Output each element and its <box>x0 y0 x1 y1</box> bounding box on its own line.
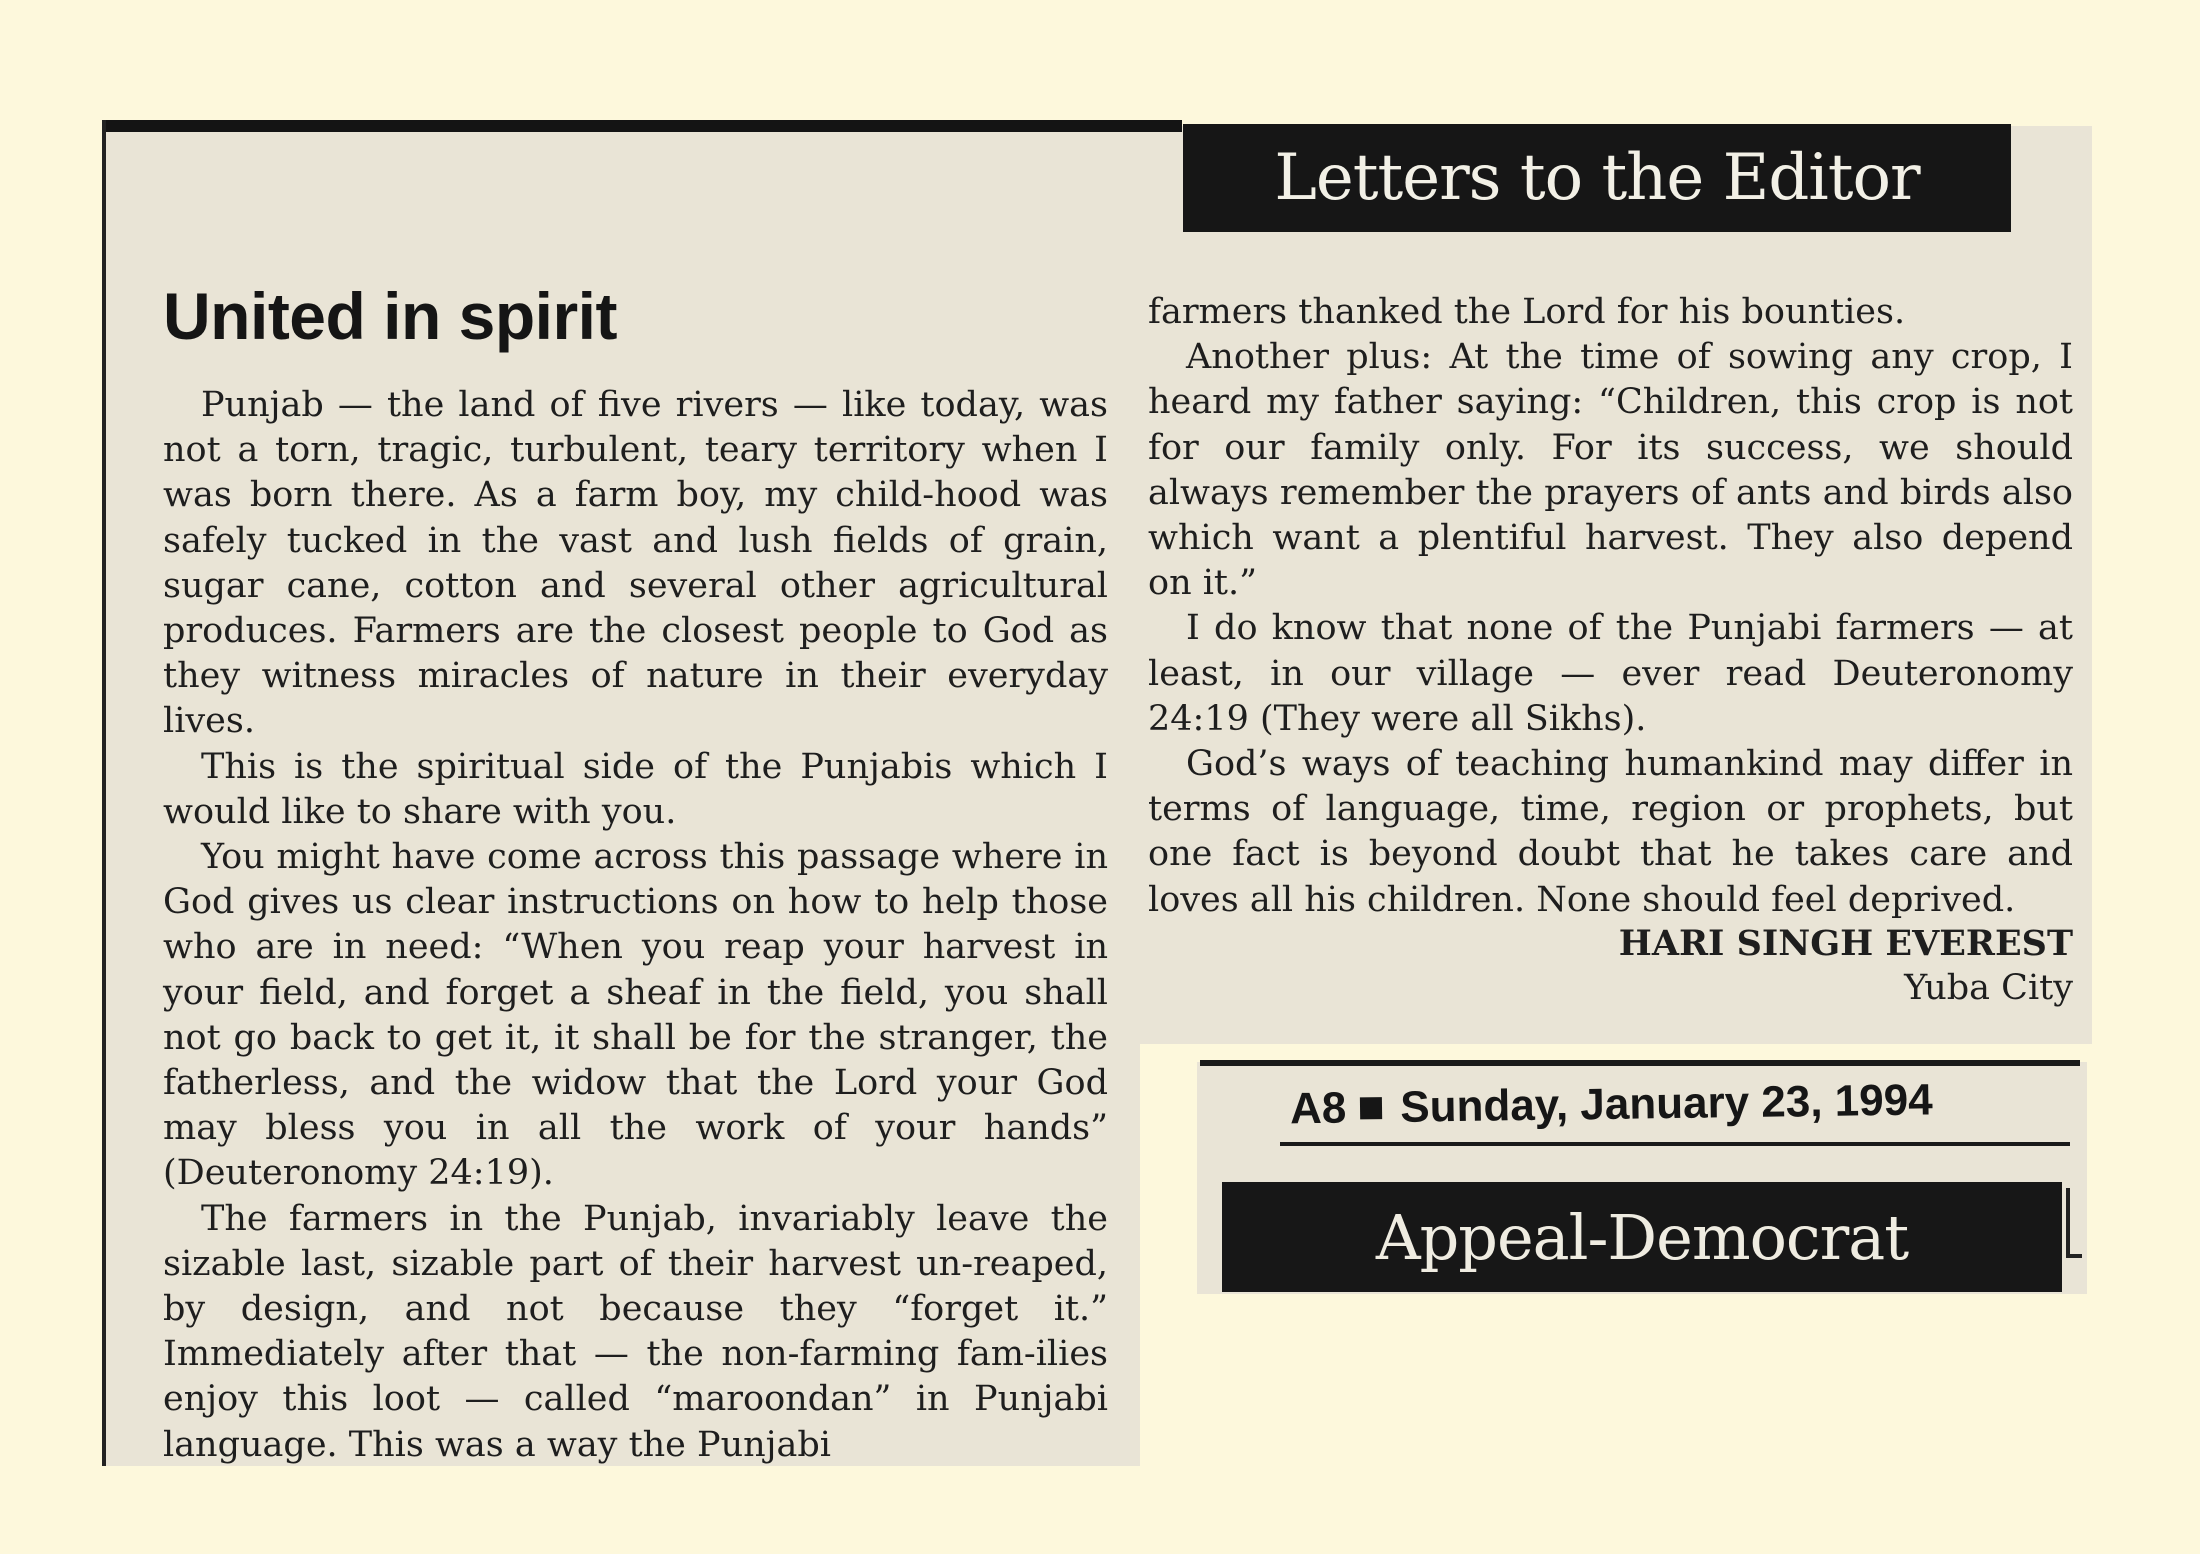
newspaper-name: Appeal-Democrat <box>1222 1182 2062 1292</box>
dateline <box>1290 1065 2061 1144</box>
headline: United in spirit <box>163 279 617 353</box>
signature <box>1148 922 2073 1010</box>
section-header: Letters to the Editor <box>1183 124 2011 232</box>
paragraph: The farmers in the Punjab, invariably leave the sizable last, sizable part of their harvest un-reaped, by design, and not because they “forget it.” Immediately after that — the non-farming fam-ilies enjoy this loot — called “maroondan” in Punjabi language. This was a way the Punjabi <box>163 1198 1108 1465</box>
paragraph: Another plus: At the time of sowing any crop, I heard my father saying: “Children, this crop is not for our family only. For its success, we should always remember the prayers of ants and birds also which want a plentiful harvest. They also depend on it.” <box>1148 337 2073 604</box>
paragraph: Punjab — the land of five rivers — like today, was not a torn, tragic, turbulent, teary territory when I was born there. As a farm boy, my child-hood was safely tucked in the vast and lush fields of grain, sugar cane, cotton and several other agricultural produces. Farmers are the closest people to God as they witness miracles of nature in their everyday lives. <box>163 385 1108 742</box>
square-bullet-icon <box>1360 1097 1382 1119</box>
paragraph: farmers thanked the Lord for his bounties. <box>1148 292 1906 332</box>
top-rule <box>102 120 1182 132</box>
left-rule <box>102 120 106 1466</box>
paragraph: I do know that none of the Punjabi farmers — at least, in our village — ever read Deuteronomy 24:19 (They were all Sikhs). <box>1148 608 2073 739</box>
band-tail <box>2066 1188 2082 1258</box>
issue-date: Sunday, January 23, 1994 <box>1399 1075 1933 1132</box>
dateline-top-rule <box>1200 1060 2080 1066</box>
author-city: Yuba City <box>1904 968 2073 1008</box>
author-name: HARI SINGH EVEREST <box>1618 923 2073 964</box>
dateline-bottom-rule <box>1280 1142 2070 1146</box>
page-number: A8 <box>1289 1083 1347 1134</box>
left-column <box>163 383 1108 1468</box>
right-column <box>1148 290 2073 923</box>
paragraph: You might have come across this passage where in God gives us clear instructions on how to help those who are in need: “When you reap your harvest in your field, and forget a sheaf in the field, you shall not go back to get it, it shall be for the stranger, the fatherless, and the widow that the Lord your God may bless you in all the work of your hands” (Deuteronomy 24:19). <box>163 837 1108 1194</box>
paragraph: God’s ways of teaching humankind may differ in terms of language, time, region or prophets, but one fact is beyond doubt that he takes care and loves all his children. None should feel deprived. <box>1148 744 2073 920</box>
paragraph: This is the spiritual side of the Punjabis which I would like to share with you. <box>163 746 1108 832</box>
